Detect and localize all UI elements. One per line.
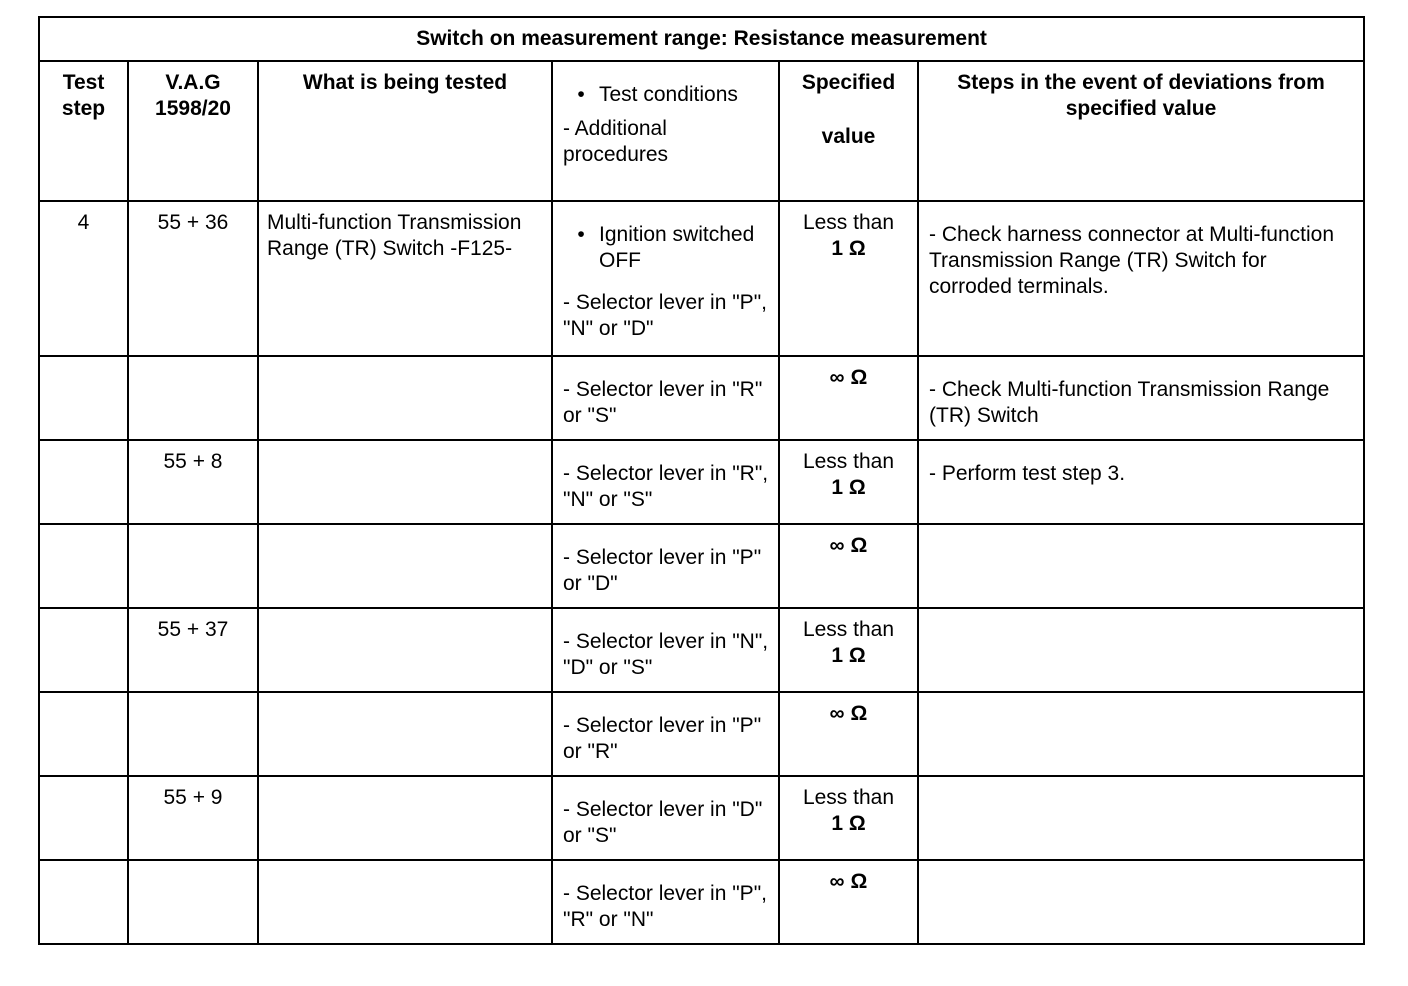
cell-what [258,608,552,692]
cell-spec-line1: ∞ Ω [829,366,868,389]
cell-vag: 55 + 8 [128,440,258,524]
cell-what [258,860,552,944]
cell-spec [779,440,918,524]
header-what-tested: What is being tested [258,61,552,201]
cell-spec [779,860,918,944]
cell-vag: 55 + 9 [128,776,258,860]
cell-condition: - Selector lever in "P" or "D" [552,524,779,608]
table-row [39,692,1364,776]
cell-spec-line2: 1 Ω [831,644,866,667]
cell-spec-line1: ∞ Ω [829,702,868,725]
cell-condition: - Selector lever in "D" or "S" [552,776,779,860]
cell-spec [779,201,918,356]
cell-step [39,608,128,692]
header-value-label: value [821,125,876,148]
cell-step [39,860,128,944]
cell-what [258,776,552,860]
cell-steps [918,608,1364,692]
table-row [39,776,1364,860]
header-steps: Steps in the event of deviations from specified value [918,61,1364,201]
cell-steps [918,524,1364,608]
header-specified-label: Specified [801,71,896,94]
cell-step [39,440,128,524]
cell-what [258,440,552,524]
cell-condition: - Selector lever in "P", "R" or "N" [552,860,779,944]
table-row [39,860,1364,944]
cell-spec [779,524,918,608]
header-test-conditions: Test conditions [599,83,738,106]
table-row [39,201,1364,356]
cell-condition: - Selector lever in "R" or "S" [552,356,779,440]
cell-spec-line2: 1 Ω [831,476,866,499]
cell-spec-line1: ∞ Ω [829,870,868,893]
bullet-icon: • [577,83,585,106]
cell-spec-line1: Less than [802,618,895,641]
table-title-row [39,17,1364,61]
cell-what: Multi-function Transmission Range (TR) Switch -F125- [258,201,552,356]
cell-step [39,356,128,440]
cell-steps [918,860,1364,944]
cell-spec [779,776,918,860]
table-row [39,440,1364,524]
cell-step [39,776,128,860]
table-row [39,608,1364,692]
cell-what [258,524,552,608]
cell-steps: - Check harness connector at Multi-function Transmission Range (TR) Switch for corroded terminals. [918,201,1364,356]
cell-condition [552,201,779,356]
cell-spec-line2: 1 Ω [831,812,866,835]
cell-vag [128,356,258,440]
table-row [39,524,1364,608]
table-header-row [39,61,1364,201]
cell-step: 4 [39,201,128,356]
cell-spec-line2: 1 Ω [831,237,866,260]
cell-spec [779,356,918,440]
header-additional-procedures: - Additional procedures [563,117,669,166]
table-row [39,356,1364,440]
header-specified [779,61,918,201]
cell-steps: - Check Multi-function Transmission Range (TR) Switch [918,356,1364,440]
cell-spec-line1: ∞ Ω [829,534,868,557]
cell-condition: - Selector lever in "N", "D" or "S" [552,608,779,692]
header-vag: V.A.G 1598/20 [128,61,258,201]
header-test-step: Test step [39,61,128,201]
cell-vag [128,692,258,776]
cell-vag: 55 + 36 [128,201,258,356]
cell-condition: - Selector lever in "P" or "R" [552,692,779,776]
cell-steps: - Perform test step 3. [918,440,1364,524]
cell-what [258,356,552,440]
cell-condition-text: - Selector lever in "P", "N" or "D" [563,291,767,340]
cell-condition: - Selector lever in "R", "N" or "S" [552,440,779,524]
cell-vag [128,860,258,944]
cell-spec-line1: Less than [802,450,895,473]
bullet-icon: • [577,223,585,246]
cell-spec-line1: Less than [802,786,895,809]
resistance-test-table [38,16,1365,945]
cell-what [258,692,552,776]
cell-vag [128,524,258,608]
cell-steps [918,692,1364,776]
cell-step [39,524,128,608]
table-title: Switch on measurement range: Resistance measurement [39,17,1364,61]
cell-spec [779,608,918,692]
header-conditions [552,61,779,201]
cell-bullet-condition: Ignition switched OFF [599,223,755,272]
cell-step [39,692,128,776]
cell-spec [779,692,918,776]
cell-vag: 55 + 37 [128,608,258,692]
cell-spec-line1: Less than [802,211,895,234]
cell-steps [918,776,1364,860]
